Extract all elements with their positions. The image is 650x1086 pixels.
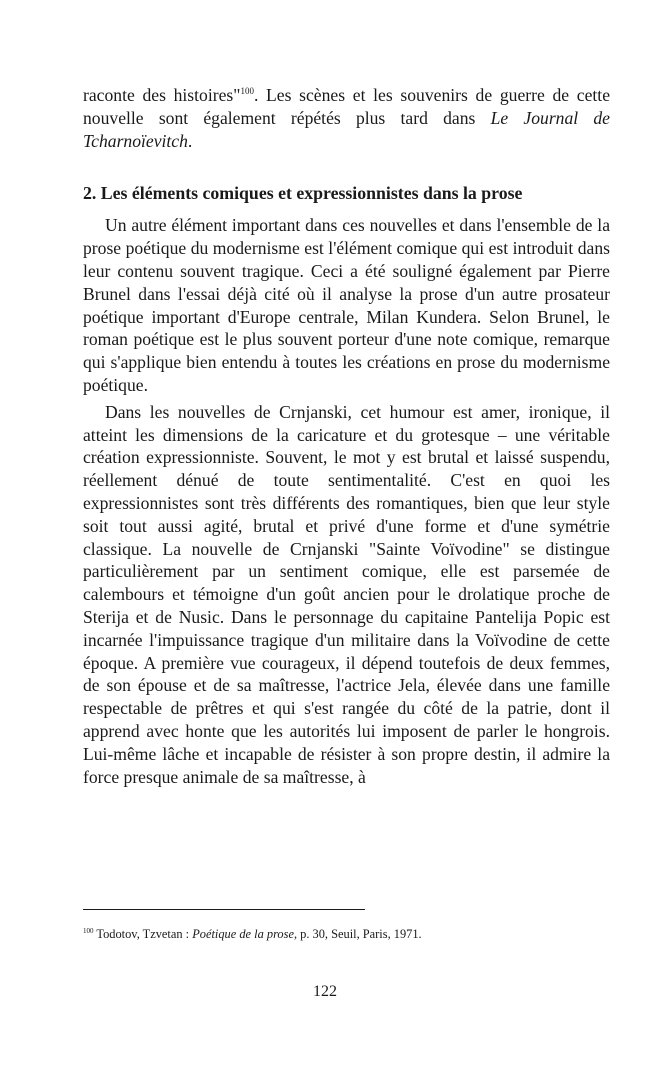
footnote — [83, 926, 610, 942]
footnote-reference[interactable]: 100 — [240, 86, 254, 96]
footnote-title: Poétique de la prose — [192, 927, 294, 941]
section-paragraph-2: Dans les nouvelles de Crnjanski, cet humour est amer, ironique, il atteint les dimensions de la caricature et du grotesque – une véritable création expressionniste. Souvent, le mot y est brutal et laissé suspendu, réellement dénué de toute sentimentalité. C'est en quoi les expressionnistes sont très différents des romantiques, bien que leur style soit tout aussi agité, brutal et privé d'une forme et d'une symétrie classique. La nouvelle de Crnjanski "Sainte Voïvodine" se distingue particulièrement par un sentiment comique, elle est parsemée de calembours et témoigne d'un goût ancien pour le drolatique proche de Sterija et de Nusic. Dans le personnage du capitaine Pantelija Popic est incarnée l'impuissance tragique d'un militaire dans la Voïvodine de cette époque. A première vue courageux, il dépend toutefois de deux femmes, de son épouse et de sa maîtresse, l'actrice Jela, élevée dans une famille respectable de prêtres et qui s'est rangée du côté de la patrie, dont il apprend avec honte que les autorités lui imposent de parler le hongrois. Lui-même lâche et incapable de résister à son propre destin, il admire la force presque animale de sa maîtresse, à — [83, 401, 610, 787]
page-number: 122 — [313, 983, 337, 1000]
footnote-author: Todotov, Tzvetan : — [96, 927, 193, 941]
intro-text-b: . Les scènes et les souvenirs de guerre de cette nouvelle sont également répétés plus tard dans — [83, 85, 610, 128]
intro-paragraph — [83, 84, 610, 152]
page-body — [83, 84, 610, 788]
intro-cited-title: Le Journal de Tcharnoïevitch — [83, 107, 610, 151]
footnote-details: , p. 30, Seuil, Paris, 1971. — [293, 927, 422, 941]
section-heading: 2. Les éléments comiques et expressionnistes dans la prose — [83, 183, 523, 204]
footnote-number: 100 — [83, 927, 94, 935]
footnote-divider — [83, 909, 365, 910]
intro-text-a: raconte des histoires" — [83, 85, 241, 105]
intro-text-c: . — [187, 130, 193, 151]
section-paragraph-1: Un autre élément important dans ces nouvelles et dans l'ensemble de la prose poétique du modernisme est l'élément comique qui est introduit dans leur contenu souvent tragique. Ceci a été souligné également par Pierre Brunel dans l'essai déjà cité où il analyse la prose d'un autre prosateur poétique important d'Europe centrale, Milan Kundera. Selon Brunel, le roman poétique est le plus souvent porteur d'une note comique, remarque qui s'applique bien entendu à toutes les créations en prose du modernisme poétique. — [83, 215, 610, 395]
